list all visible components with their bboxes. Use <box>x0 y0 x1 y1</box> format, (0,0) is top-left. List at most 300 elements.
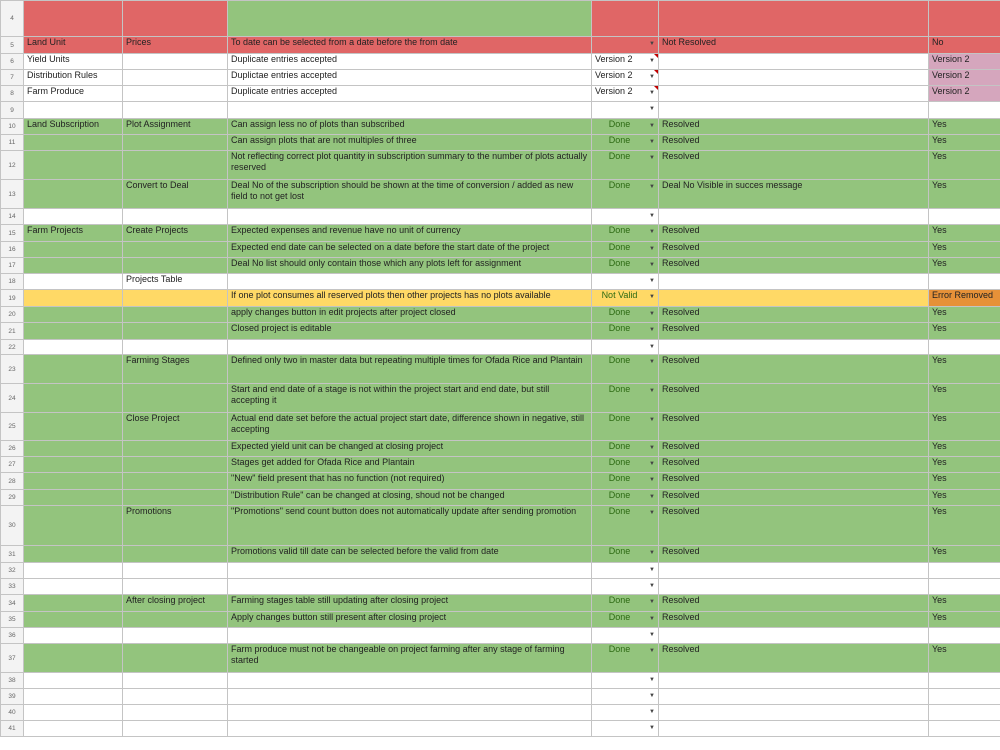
fixed-cell[interactable] <box>929 579 1000 595</box>
area-cell[interactable] <box>24 473 123 490</box>
status-cell[interactable] <box>592 307 659 323</box>
row-number[interactable]: 19 <box>1 290 24 307</box>
status-cell[interactable] <box>592 579 659 595</box>
status-cell[interactable] <box>592 340 659 355</box>
row-number[interactable]: 20 <box>1 307 24 323</box>
status-cell[interactable] <box>592 135 659 151</box>
dropdown-arrow-icon[interactable]: ▼ <box>649 74 655 80</box>
status-cell[interactable] <box>592 70 659 86</box>
area-cell[interactable] <box>24 612 123 628</box>
fixed-cell[interactable] <box>929 151 1000 180</box>
module-cell[interactable] <box>123 473 228 490</box>
fixed-cell[interactable] <box>929 355 1000 384</box>
module-cell[interactable] <box>123 225 228 242</box>
row-number[interactable]: 39 <box>1 689 24 705</box>
area-cell[interactable] <box>24 384 123 413</box>
row-number[interactable]: 26 <box>1 441 24 457</box>
fixed-cell[interactable] <box>929 37 1000 54</box>
module-cell[interactable] <box>123 274 228 290</box>
issue-cell[interactable] <box>228 384 592 413</box>
row-number[interactable]: 16 <box>1 242 24 258</box>
dropdown-arrow-icon[interactable]: ▼ <box>649 445 655 451</box>
issue-cell[interactable] <box>228 1 592 37</box>
dropdown-arrow-icon[interactable]: ▼ <box>649 725 655 731</box>
resolution-cell[interactable] <box>659 546 929 563</box>
dropdown-arrow-icon[interactable]: ▼ <box>649 278 655 284</box>
issue-cell[interactable] <box>228 209 592 225</box>
fixed-cell[interactable] <box>929 119 1000 135</box>
dropdown-arrow-icon[interactable]: ▼ <box>649 213 655 219</box>
area-cell[interactable] <box>24 70 123 86</box>
row-number[interactable]: 27 <box>1 457 24 473</box>
module-cell[interactable] <box>123 135 228 151</box>
resolution-cell[interactable] <box>659 628 929 644</box>
area-cell[interactable] <box>24 563 123 579</box>
status-cell[interactable] <box>592 180 659 209</box>
issue-cell[interactable] <box>228 340 592 355</box>
area-cell[interactable] <box>24 355 123 384</box>
resolution-cell[interactable] <box>659 506 929 546</box>
status-cell[interactable] <box>592 546 659 563</box>
resolution-cell[interactable] <box>659 225 929 242</box>
issue-cell[interactable] <box>228 457 592 473</box>
row-number[interactable]: 30 <box>1 506 24 546</box>
status-cell[interactable] <box>592 54 659 70</box>
issue-cell[interactable] <box>228 579 592 595</box>
resolution-cell[interactable] <box>659 384 929 413</box>
dropdown-arrow-icon[interactable]: ▼ <box>649 632 655 638</box>
row-number[interactable]: 22 <box>1 340 24 355</box>
resolution-cell[interactable] <box>659 70 929 86</box>
dropdown-arrow-icon[interactable]: ▼ <box>649 510 655 516</box>
resolution-cell[interactable] <box>659 689 929 705</box>
fixed-cell[interactable] <box>929 258 1000 274</box>
status-cell[interactable] <box>592 563 659 579</box>
resolution-cell[interactable] <box>659 37 929 54</box>
fixed-cell[interactable] <box>929 290 1000 307</box>
dropdown-arrow-icon[interactable]: ▼ <box>649 583 655 589</box>
row-number[interactable]: 35 <box>1 612 24 628</box>
issue-cell[interactable] <box>228 673 592 689</box>
issue-cell[interactable] <box>228 151 592 180</box>
module-cell[interactable] <box>123 307 228 323</box>
area-cell[interactable] <box>24 506 123 546</box>
resolution-cell[interactable] <box>659 290 929 307</box>
module-cell[interactable] <box>123 644 228 673</box>
area-cell[interactable] <box>24 274 123 290</box>
fixed-cell[interactable] <box>929 441 1000 457</box>
row-number[interactable]: 37 <box>1 644 24 673</box>
fixed-cell[interactable] <box>929 323 1000 340</box>
area-cell[interactable] <box>24 705 123 721</box>
issue-cell[interactable] <box>228 721 592 737</box>
module-cell[interactable] <box>123 506 228 546</box>
status-cell[interactable] <box>592 644 659 673</box>
issue-cell[interactable] <box>228 258 592 274</box>
resolution-cell[interactable] <box>659 209 929 225</box>
resolution-cell[interactable] <box>659 490 929 506</box>
module-cell[interactable] <box>123 323 228 340</box>
status-cell[interactable] <box>592 323 659 340</box>
dropdown-arrow-icon[interactable]: ▼ <box>649 388 655 394</box>
fixed-cell[interactable] <box>929 546 1000 563</box>
area-cell[interactable] <box>24 595 123 612</box>
module-cell[interactable] <box>123 689 228 705</box>
status-cell[interactable] <box>592 673 659 689</box>
fixed-cell[interactable] <box>929 595 1000 612</box>
fixed-cell[interactable] <box>929 1 1000 37</box>
dropdown-arrow-icon[interactable]: ▼ <box>649 311 655 317</box>
resolution-cell[interactable] <box>659 612 929 628</box>
issue-cell[interactable] <box>228 441 592 457</box>
dropdown-arrow-icon[interactable]: ▼ <box>649 616 655 622</box>
resolution-cell[interactable] <box>659 563 929 579</box>
issue-cell[interactable] <box>228 86 592 102</box>
dropdown-arrow-icon[interactable]: ▼ <box>649 123 655 129</box>
status-cell[interactable] <box>592 473 659 490</box>
dropdown-arrow-icon[interactable]: ▼ <box>649 327 655 333</box>
module-cell[interactable] <box>123 441 228 457</box>
row-number[interactable]: 6 <box>1 54 24 70</box>
area-cell[interactable] <box>24 135 123 151</box>
dropdown-arrow-icon[interactable]: ▼ <box>649 477 655 483</box>
issue-cell[interactable] <box>228 54 592 70</box>
dropdown-arrow-icon[interactable]: ▼ <box>649 709 655 715</box>
dropdown-arrow-icon[interactable]: ▼ <box>649 344 655 350</box>
status-cell[interactable] <box>592 37 659 54</box>
row-number[interactable]: 14 <box>1 209 24 225</box>
issue-cell[interactable] <box>228 490 592 506</box>
issue-cell[interactable] <box>228 102 592 119</box>
status-cell[interactable] <box>592 209 659 225</box>
resolution-cell[interactable] <box>659 307 929 323</box>
area-cell[interactable] <box>24 413 123 441</box>
area-cell[interactable] <box>24 689 123 705</box>
issue-cell[interactable] <box>228 612 592 628</box>
issue-cell[interactable] <box>228 242 592 258</box>
issue-cell[interactable] <box>228 689 592 705</box>
issue-cell[interactable] <box>228 473 592 490</box>
area-cell[interactable] <box>24 673 123 689</box>
fixed-cell[interactable] <box>929 490 1000 506</box>
issue-cell[interactable] <box>228 705 592 721</box>
status-cell[interactable] <box>592 1 659 37</box>
area-cell[interactable] <box>24 86 123 102</box>
module-cell[interactable] <box>123 457 228 473</box>
module-cell[interactable] <box>123 546 228 563</box>
row-number[interactable]: 24 <box>1 384 24 413</box>
status-cell[interactable] <box>592 355 659 384</box>
fixed-cell[interactable] <box>929 242 1000 258</box>
issue-cell[interactable] <box>228 546 592 563</box>
issue-cell[interactable] <box>228 135 592 151</box>
area-cell[interactable] <box>24 441 123 457</box>
row-number[interactable]: 21 <box>1 323 24 340</box>
status-cell[interactable] <box>592 705 659 721</box>
issue-cell[interactable] <box>228 506 592 546</box>
module-cell[interactable] <box>123 37 228 54</box>
resolution-cell[interactable] <box>659 151 929 180</box>
area-cell[interactable] <box>24 102 123 119</box>
area-cell[interactable] <box>24 54 123 70</box>
row-number[interactable]: 10 <box>1 119 24 135</box>
area-cell[interactable] <box>24 628 123 644</box>
resolution-cell[interactable] <box>659 258 929 274</box>
row-number[interactable]: 33 <box>1 579 24 595</box>
row-number[interactable]: 28 <box>1 473 24 490</box>
row-number[interactable]: 36 <box>1 628 24 644</box>
module-cell[interactable] <box>123 209 228 225</box>
fixed-cell[interactable] <box>929 673 1000 689</box>
issue-cell[interactable] <box>228 274 592 290</box>
dropdown-arrow-icon[interactable]: ▼ <box>649 262 655 268</box>
dropdown-arrow-icon[interactable]: ▼ <box>649 359 655 365</box>
dropdown-arrow-icon[interactable]: ▼ <box>649 599 655 605</box>
resolution-cell[interactable] <box>659 579 929 595</box>
fixed-cell[interactable] <box>929 225 1000 242</box>
resolution-cell[interactable] <box>659 413 929 441</box>
status-cell[interactable] <box>592 119 659 135</box>
dropdown-arrow-icon[interactable]: ▼ <box>649 294 655 300</box>
row-number[interactable]: 17 <box>1 258 24 274</box>
issue-cell[interactable] <box>228 355 592 384</box>
fixed-cell[interactable] <box>929 644 1000 673</box>
resolution-cell[interactable] <box>659 340 929 355</box>
resolution-cell[interactable] <box>659 705 929 721</box>
status-cell[interactable] <box>592 258 659 274</box>
module-cell[interactable] <box>123 102 228 119</box>
status-cell[interactable] <box>592 413 659 441</box>
issue-cell[interactable] <box>228 563 592 579</box>
module-cell[interactable] <box>123 258 228 274</box>
row-number[interactable]: 34 <box>1 595 24 612</box>
fixed-cell[interactable] <box>929 86 1000 102</box>
status-cell[interactable] <box>592 689 659 705</box>
module-cell[interactable] <box>123 705 228 721</box>
dropdown-arrow-icon[interactable]: ▼ <box>649 567 655 573</box>
issue-cell[interactable] <box>228 180 592 209</box>
status-cell[interactable] <box>592 86 659 102</box>
module-cell[interactable] <box>123 290 228 307</box>
resolution-cell[interactable] <box>659 673 929 689</box>
dropdown-arrow-icon[interactable]: ▼ <box>649 677 655 683</box>
fixed-cell[interactable] <box>929 689 1000 705</box>
row-number[interactable]: 8 <box>1 86 24 102</box>
resolution-cell[interactable] <box>659 54 929 70</box>
fixed-cell[interactable] <box>929 340 1000 355</box>
resolution-cell[interactable] <box>659 473 929 490</box>
module-cell[interactable] <box>123 612 228 628</box>
module-cell[interactable] <box>123 673 228 689</box>
module-cell[interactable] <box>123 340 228 355</box>
status-cell[interactable] <box>592 384 659 413</box>
status-cell[interactable] <box>592 506 659 546</box>
issue-cell[interactable] <box>228 644 592 673</box>
status-cell[interactable] <box>592 290 659 307</box>
status-cell[interactable] <box>592 457 659 473</box>
row-number[interactable]: 9 <box>1 102 24 119</box>
fixed-cell[interactable] <box>929 721 1000 737</box>
fixed-cell[interactable] <box>929 102 1000 119</box>
resolution-cell[interactable] <box>659 1 929 37</box>
area-cell[interactable] <box>24 721 123 737</box>
module-cell[interactable] <box>123 721 228 737</box>
module-cell[interactable] <box>123 242 228 258</box>
resolution-cell[interactable] <box>659 86 929 102</box>
dropdown-arrow-icon[interactable]: ▼ <box>649 693 655 699</box>
resolution-cell[interactable] <box>659 595 929 612</box>
module-cell[interactable] <box>123 119 228 135</box>
module-cell[interactable] <box>123 413 228 441</box>
dropdown-arrow-icon[interactable]: ▼ <box>649 41 655 47</box>
status-cell[interactable] <box>592 225 659 242</box>
fixed-cell[interactable] <box>929 209 1000 225</box>
area-cell[interactable] <box>24 209 123 225</box>
area-cell[interactable] <box>24 457 123 473</box>
issue-cell[interactable] <box>228 595 592 612</box>
module-cell[interactable] <box>123 490 228 506</box>
fixed-cell[interactable] <box>929 384 1000 413</box>
resolution-cell[interactable] <box>659 721 929 737</box>
row-number[interactable]: 18 <box>1 274 24 290</box>
row-number[interactable]: 11 <box>1 135 24 151</box>
resolution-cell[interactable] <box>659 323 929 340</box>
status-cell[interactable] <box>592 441 659 457</box>
row-number[interactable]: 29 <box>1 490 24 506</box>
status-cell[interactable] <box>592 274 659 290</box>
issue-cell[interactable] <box>228 307 592 323</box>
module-cell[interactable] <box>123 628 228 644</box>
resolution-cell[interactable] <box>659 441 929 457</box>
fixed-cell[interactable] <box>929 180 1000 209</box>
fixed-cell[interactable] <box>929 563 1000 579</box>
status-cell[interactable] <box>592 151 659 180</box>
dropdown-arrow-icon[interactable]: ▼ <box>649 246 655 252</box>
dropdown-arrow-icon[interactable]: ▼ <box>649 139 655 145</box>
row-number[interactable]: 13 <box>1 180 24 209</box>
issue-cell[interactable] <box>228 225 592 242</box>
module-cell[interactable] <box>123 563 228 579</box>
module-cell[interactable] <box>123 579 228 595</box>
dropdown-arrow-icon[interactable]: ▼ <box>649 494 655 500</box>
fixed-cell[interactable] <box>929 70 1000 86</box>
row-number[interactable]: 41 <box>1 721 24 737</box>
row-number[interactable]: 25 <box>1 413 24 441</box>
fixed-cell[interactable] <box>929 705 1000 721</box>
resolution-cell[interactable] <box>659 355 929 384</box>
module-cell[interactable] <box>123 180 228 209</box>
module-cell[interactable] <box>123 54 228 70</box>
fixed-cell[interactable] <box>929 506 1000 546</box>
row-number[interactable]: 32 <box>1 563 24 579</box>
fixed-cell[interactable] <box>929 54 1000 70</box>
area-cell[interactable] <box>24 644 123 673</box>
fixed-cell[interactable] <box>929 274 1000 290</box>
resolution-cell[interactable] <box>659 274 929 290</box>
area-cell[interactable] <box>24 225 123 242</box>
area-cell[interactable] <box>24 307 123 323</box>
module-cell[interactable] <box>123 86 228 102</box>
status-cell[interactable] <box>592 490 659 506</box>
area-cell[interactable] <box>24 546 123 563</box>
issue-cell[interactable] <box>228 119 592 135</box>
resolution-cell[interactable] <box>659 119 929 135</box>
area-cell[interactable] <box>24 340 123 355</box>
issue-cell[interactable] <box>228 413 592 441</box>
module-cell[interactable] <box>123 1 228 37</box>
status-cell[interactable] <box>592 721 659 737</box>
area-cell[interactable] <box>24 151 123 180</box>
issue-cell[interactable] <box>228 37 592 54</box>
dropdown-arrow-icon[interactable]: ▼ <box>649 648 655 654</box>
row-number[interactable]: 7 <box>1 70 24 86</box>
area-cell[interactable] <box>24 290 123 307</box>
fixed-cell[interactable] <box>929 135 1000 151</box>
resolution-cell[interactable] <box>659 242 929 258</box>
row-number[interactable]: 15 <box>1 225 24 242</box>
status-cell[interactable] <box>592 102 659 119</box>
status-cell[interactable] <box>592 628 659 644</box>
dropdown-arrow-icon[interactable]: ▼ <box>649 229 655 235</box>
dropdown-arrow-icon[interactable]: ▼ <box>649 550 655 556</box>
area-cell[interactable] <box>24 258 123 274</box>
module-cell[interactable] <box>123 355 228 384</box>
module-cell[interactable] <box>123 384 228 413</box>
resolution-cell[interactable] <box>659 135 929 151</box>
dropdown-arrow-icon[interactable]: ▼ <box>649 184 655 190</box>
area-cell[interactable] <box>24 242 123 258</box>
dropdown-arrow-icon[interactable]: ▼ <box>649 90 655 96</box>
area-cell[interactable] <box>24 1 123 37</box>
fixed-cell[interactable] <box>929 473 1000 490</box>
module-cell[interactable] <box>123 595 228 612</box>
module-cell[interactable] <box>123 70 228 86</box>
issue-cell[interactable] <box>228 628 592 644</box>
area-cell[interactable] <box>24 490 123 506</box>
fixed-cell[interactable] <box>929 307 1000 323</box>
resolution-cell[interactable] <box>659 644 929 673</box>
dropdown-arrow-icon[interactable]: ▼ <box>649 106 655 112</box>
status-cell[interactable] <box>592 242 659 258</box>
module-cell[interactable] <box>123 151 228 180</box>
fixed-cell[interactable] <box>929 612 1000 628</box>
row-number[interactable]: 4 <box>1 1 24 37</box>
area-cell[interactable] <box>24 323 123 340</box>
row-number[interactable]: 38 <box>1 673 24 689</box>
dropdown-arrow-icon[interactable]: ▼ <box>649 155 655 161</box>
fixed-cell[interactable] <box>929 413 1000 441</box>
issue-cell[interactable] <box>228 323 592 340</box>
dropdown-arrow-icon[interactable]: ▼ <box>649 461 655 467</box>
dropdown-arrow-icon[interactable]: ▼ <box>649 417 655 423</box>
area-cell[interactable] <box>24 180 123 209</box>
resolution-cell[interactable] <box>659 180 929 209</box>
row-number[interactable]: 40 <box>1 705 24 721</box>
row-number[interactable]: 31 <box>1 546 24 563</box>
status-cell[interactable] <box>592 612 659 628</box>
resolution-cell[interactable] <box>659 457 929 473</box>
row-number[interactable]: 5 <box>1 37 24 54</box>
fixed-cell[interactable] <box>929 628 1000 644</box>
issue-cell[interactable] <box>228 290 592 307</box>
fixed-cell[interactable] <box>929 457 1000 473</box>
issue-cell[interactable] <box>228 70 592 86</box>
row-number[interactable]: 23 <box>1 355 24 384</box>
area-cell[interactable] <box>24 579 123 595</box>
area-cell[interactable] <box>24 37 123 54</box>
resolution-cell[interactable] <box>659 102 929 119</box>
row-number[interactable]: 12 <box>1 151 24 180</box>
